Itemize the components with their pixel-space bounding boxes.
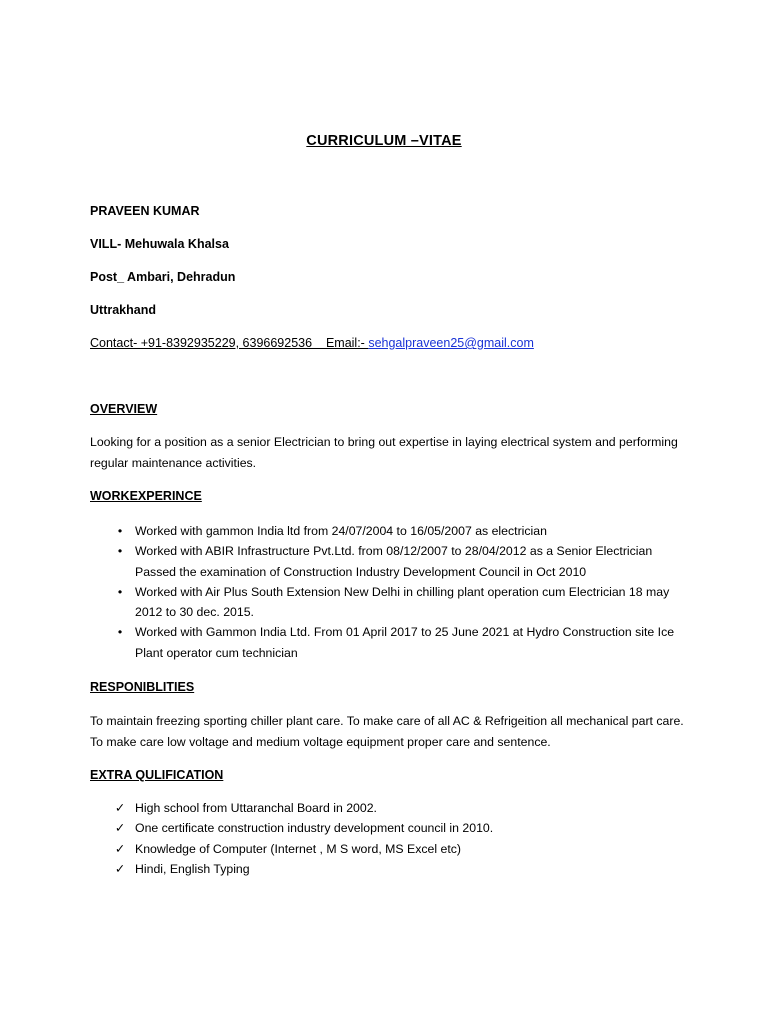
check-icon: ✓ [114, 801, 126, 815]
overview-heading: OVERVIEW [90, 402, 158, 416]
check-icon: ✓ [114, 821, 126, 836]
bullet-marker: • [117, 544, 123, 559]
check-icon: ✓ [114, 841, 126, 856]
contact-numbers: Contact- +91-8392935229, 6396692536 Email:- [90, 336, 369, 350]
address-line-village: VILL- Mehuwala Khalsa [90, 237, 229, 251]
document-title: CURRICULUM –VITAE [306, 133, 462, 149]
bullet-marker: • [117, 584, 123, 599]
list-item-text: Worked with ABIR Infrastructure Pvt.Ltd. from 08/12/2007 to 28/04/2012 as a Senior Electrician Passed the examination of Construction Industry Development Council in Oct 2010 [135, 544, 653, 579]
list-item [90, 798, 690, 818]
overview-text: Looking for a position as a senior Electrician to bring out expertise in laying electrical system and performing regular maintenance activities. [90, 435, 678, 470]
responsibilities-heading: RESPONIBLITIES [90, 680, 195, 694]
work-experience-heading: WORKEXPERINCE [90, 489, 202, 503]
work-experience-list [90, 521, 690, 663]
list-item-text: High school from Uttaranchal Board in 2002. [135, 801, 377, 815]
address-line-state: Uttrakhand [90, 303, 156, 317]
list-item-text: Worked with gammon India ltd from 24/07/2004 to 16/05/2007 as electrician [135, 524, 547, 538]
list-item-text: One certificate construction industry development council in 2010. [135, 821, 494, 836]
list-item [90, 839, 690, 859]
list-item [90, 541, 690, 582]
list-item [90, 859, 690, 879]
list-item [90, 818, 690, 838]
list-item-text: Hindi, English Typing [135, 861, 250, 876]
list-item [90, 582, 690, 623]
list-item [90, 622, 690, 663]
responsibilities-text: To maintain freezing sporting chiller plant care. To make care of all AC & Refrigeition all mechanical part care. To make care low voltage and medium voltage equipment proper care and sentence. [90, 714, 684, 749]
email-link[interactable]: sehgalpraveen25@gmail.com [368, 336, 534, 350]
list-item [90, 521, 690, 541]
check-icon: ✓ [114, 861, 126, 876]
list-item-text: Knowledge of Computer (Internet , M S word, MS Excel etc) [135, 841, 461, 856]
extra-qualification-heading: EXTRA QULIFICATION [90, 768, 224, 782]
bullet-marker: • [117, 625, 123, 640]
bullet-marker: • [117, 524, 123, 538]
list-item-text: Worked with Air Plus South Extension New Delhi in chilling plant operation cum Electrician 18 may 2012 to 30 dec. 2015. [135, 584, 670, 620]
extra-qualification-list [90, 798, 690, 879]
contact-line [90, 335, 534, 351]
list-item-text: Worked with Gammon India Ltd. From 01 April 2017 to 25 June 2021 at Hydro Construction site Ice Plant operator cum technician [135, 625, 675, 660]
address-line-post: Post_ Ambari, Dehradun [90, 270, 236, 284]
candidate-name: PRAVEEN KUMAR [90, 204, 200, 218]
